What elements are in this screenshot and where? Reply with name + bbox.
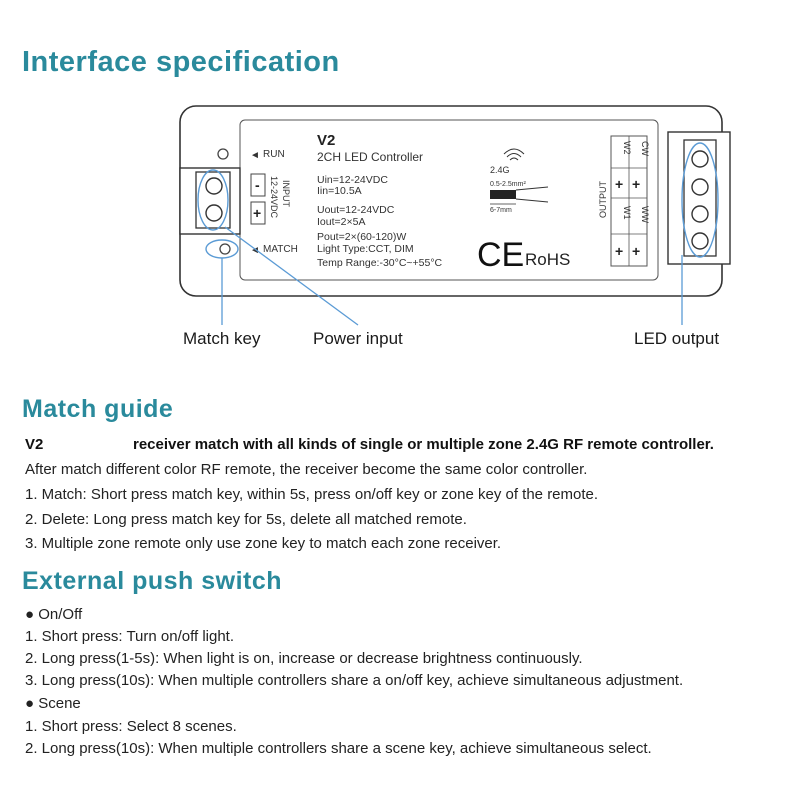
spec-pout: Pout=2×(60-120)W [317,231,407,243]
input-voltage-label: 12-24VDC [269,176,279,219]
device-model: V2 [317,132,336,149]
callout-match-key: Match key [183,329,261,348]
heading-interface-spec: Interface specification [22,46,340,78]
output-screw-1 [692,151,708,167]
heading-match-guide: Match guide [22,395,174,423]
match-guide-line: 1. Match: Short press match key, within 5s, press on/off key or zone key of the remote. [25,486,599,503]
match-label: MATCH [263,244,298,255]
output-screw-3 [692,206,708,222]
rohs-mark: RoHS [525,250,571,269]
switch-line: ● Scene [25,695,81,712]
switch-line: 1. Short press: Select 8 scenes. [25,718,237,735]
switch-line: 1. Short press: Turn on/off light. [25,628,235,645]
channel-w2: W2 [622,141,632,155]
switch-line: 2. Long press(10s): When multiple controllers share a scene key, achieve simultaneous select. [25,740,652,757]
match-guide-title-text: receiver match with all kinds of single or multiple zone 2.4G RF remote controller. [133,436,714,453]
switch-line: 3. Long press(10s): When multiple controllers share a on/off key, achieve simultaneous adjustment. [25,672,684,689]
rf-band-label: 2.4G [490,165,510,175]
input-screw-2 [206,205,222,221]
match-guide-line: After match different color RF remote, the receiver become the same color controller. [25,461,588,478]
channel-w1: W1 [622,206,632,220]
device-name: 2CH LED Controller [317,150,424,164]
run-led [218,149,228,159]
controller-diagram [0,0,800,360]
run-arrow-icon: ◄ [250,150,260,161]
channel-plus-1: + [615,176,624,192]
match-key-button [220,244,230,254]
output-screw-4 [692,233,708,249]
spec-light-type: Light Type:CCT, DIM [317,243,414,255]
wire-gauge-label: 0.5-2.5mm² [490,181,526,188]
output-screw-2 [692,179,708,195]
match-guide-line: 3. Multiple zone remote only use zone key to match each zone receiver. [25,535,502,552]
match-arrow-icon: ◄ [250,245,260,256]
heading-external-push-switch: External push switch [22,567,283,595]
channel-plus-4: + [632,243,641,259]
input-label: INPUT [281,180,291,207]
input-minus-sign: - [255,177,260,193]
spec-uin: Uin=12-24VDC [317,174,388,186]
wire-insulation [490,190,516,199]
channel-plus-3: + [615,243,624,259]
strip-length-label: 6-7mm [490,207,512,214]
switch-line: 2. Long press(1-5s): When light is on, increase or decrease brightness continuously. [25,650,583,667]
input-screw-1 [206,178,222,194]
spec-uout: Uout=12-24VDC [317,204,395,216]
spec-iin: Iin=10.5A [317,185,362,197]
run-label: RUN [263,149,285,160]
switch-line: ● On/Off [25,606,83,623]
channel-ww: WW [640,206,650,223]
callout-led-output: LED output [634,329,720,348]
output-label: OUTPUT [598,181,608,218]
device-label-panel [240,120,658,280]
spec-temp-range: Temp Range:-30°C~+55°C [317,257,443,269]
callout-power-input: Power input [313,329,403,348]
spec-iout: Iout=2×5A [317,216,366,228]
ce-mark: CE [477,236,525,274]
input-plus-sign: + [253,205,262,221]
match-guide-title [25,436,714,453]
match-guide-model: V2 [25,436,44,453]
channel-cw: CW [640,141,650,156]
channel-plus-2: + [632,176,641,192]
match-guide-line: 2. Delete: Long press match key for 5s, delete all matched remote. [25,511,467,528]
